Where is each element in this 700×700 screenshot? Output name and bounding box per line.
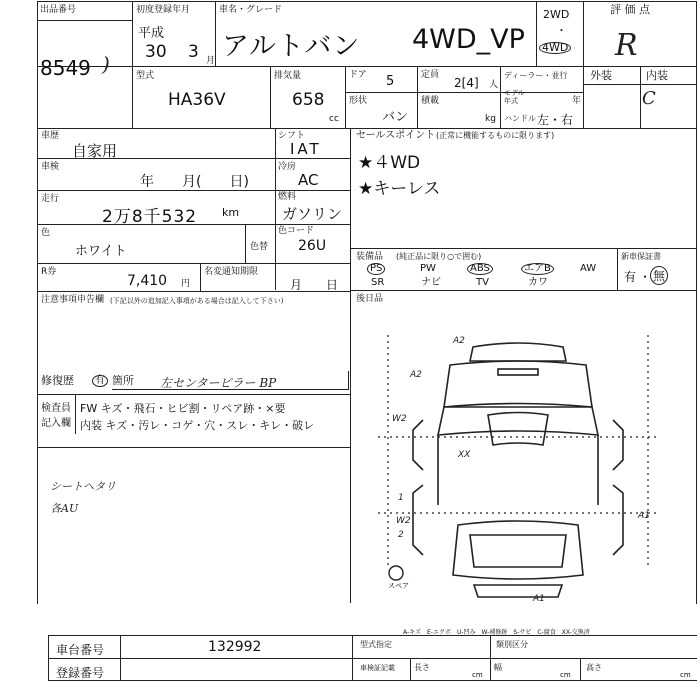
ac-label: 冷房 (278, 162, 297, 172)
inspection-label: 車検 (41, 162, 60, 172)
damage-mark: A1 (533, 594, 545, 604)
drive-4wd-circled: 4WD (539, 42, 571, 54)
drive-2wd: 2WD (543, 8, 570, 21)
displacement-label: 排気量 (274, 71, 302, 81)
load-unit: kg (485, 114, 496, 124)
repair-bracket (112, 371, 349, 390)
car-diagram (378, 335, 658, 605)
repair-location: 左センターピラー BP (160, 376, 277, 390)
inspection-line-1: FW キズ・飛石・ヒビ割・リペア跡・×要 (80, 402, 286, 415)
equip-abs: ABS (467, 263, 493, 275)
handwritten-note-2: 各AU (50, 502, 79, 515)
repair-location-label: 箇所 (112, 374, 134, 387)
warranty-separator: ・ (639, 270, 652, 284)
deadline: 月 日 (290, 278, 339, 292)
equip-ps: PS (367, 263, 385, 275)
exterior-label: 外装 (590, 69, 612, 82)
damage-mark: W2 (392, 414, 407, 424)
equip-navi: ナビ (421, 277, 441, 288)
repair-label: 修復歴 (41, 374, 74, 387)
warranty-label: 新車保証書 (621, 252, 661, 261)
warranty-yes: 有 (624, 270, 637, 284)
model-year-label: モデル年式 (504, 89, 525, 105)
handwritten-stroke: ) (102, 52, 110, 76)
handle: 左・右 (537, 113, 574, 127)
registration-number-label: 登録番号 (56, 666, 105, 680)
model-code: HA36V (168, 90, 226, 110)
equip-pw: PW (420, 263, 436, 274)
displacement: 658 (292, 90, 325, 110)
sales-point-hint: (正常に機能するものに限ります) (436, 131, 555, 140)
equipment-label: 装備品 (356, 252, 384, 262)
aftermarket-label: 後日品 (356, 294, 384, 304)
damage-mark: XX (458, 450, 471, 460)
color-code-label: 色コード (278, 226, 315, 236)
era: 平成 (138, 26, 165, 41)
load-label: 積載 (421, 96, 440, 106)
spare-label: スペア (388, 582, 409, 590)
color: ホワイト (75, 244, 127, 259)
equip-airbag: エアB (521, 263, 554, 275)
inspection-line-2: 内装 キズ・汚レ・コゲ・穴・スレ・キレ・破レ (80, 419, 315, 432)
handle-label: ハンドル (504, 114, 536, 123)
equipment-hint: (純正品に限り○で囲む) (396, 252, 482, 261)
model-label: 型式 (136, 71, 155, 81)
first-registration-label: 初度登録年月 (136, 5, 191, 15)
doors-label: ドア (349, 70, 367, 80)
category-label: 類別区分 (496, 640, 528, 649)
capacity-label: 定員 (421, 70, 440, 80)
type-spec-label: 型式指定 (360, 640, 392, 649)
frame-number: 132992 (208, 639, 262, 655)
damage-legend: A-キズ E-エクボ U-凹み W-補修跡 S-サビ C-腐食 XX-交換済 (403, 629, 590, 636)
history: 自家用 (72, 142, 118, 160)
recycle-fee: 7,410 (127, 273, 168, 289)
reg-year: 30 (145, 42, 167, 62)
damage-mark: W2 (396, 516, 411, 526)
score-label: 評 価 点 (610, 3, 650, 16)
equip-sr: SR (371, 277, 385, 288)
lot-number: 8549 (40, 56, 91, 80)
registration-cert-label: 車検証記載 (360, 664, 395, 672)
damage-mark: 2 (398, 530, 404, 540)
color-label: 色 (41, 228, 51, 238)
notes-label: 注意事項申告欄 (41, 295, 105, 305)
capacity-unit: 人 (489, 80, 499, 90)
deadline-label: 名変通知期限 (204, 267, 259, 277)
mileage: 2万8千532 (102, 207, 198, 227)
equip-aw: AW (580, 263, 597, 274)
body-type: バン (382, 110, 409, 125)
inspection-date: 年 月( 日) (140, 174, 249, 190)
ac: AC (298, 171, 319, 189)
frame-number-label: 車台番号 (56, 643, 105, 657)
dealer-label: ディーラー・並行 (504, 71, 568, 80)
sales-point-1: ★４WD (358, 153, 421, 173)
reg-month: 3 (188, 42, 199, 62)
mileage-unit: km (222, 206, 240, 219)
doors: 5 (386, 74, 395, 89)
height-unit: cm (680, 671, 691, 679)
lot-number-label: 出品番号 (40, 5, 77, 15)
exterior-grade: C (642, 88, 656, 109)
equip-leather: カワ (528, 277, 548, 288)
sales-point-label: セールスポイント (356, 130, 436, 141)
damage-mark: A1 (638, 511, 650, 521)
score: R (615, 28, 638, 63)
model-year-unit: 年 (572, 96, 582, 106)
width-unit: cm (560, 671, 571, 679)
handwritten-note-1: シートヘタリ (50, 480, 116, 493)
equip-tv: TV (476, 277, 489, 288)
shift: IAT (290, 140, 322, 158)
drive-separator: ・ (556, 24, 567, 37)
fuel-label: 燃料 (278, 192, 297, 202)
history-label: 車歴 (41, 131, 60, 141)
entry-label: 記入欄 (41, 418, 71, 429)
damage-mark: A2 (453, 336, 465, 346)
warranty-no-circled: 無 (650, 266, 668, 285)
length-label: 長さ (414, 663, 430, 672)
damage-mark: A2 (410, 370, 422, 380)
recycle-unit: 円 (181, 279, 191, 289)
month-unit: 月 (206, 56, 216, 66)
capacity: 2[4] (454, 76, 479, 90)
sales-point-2: ★キーレス (358, 179, 441, 199)
repair-yes-circled: 有 (92, 375, 108, 387)
color-code: 26U (298, 238, 327, 254)
height-label: 高さ (586, 663, 602, 672)
car-name: アルトバン (222, 31, 361, 62)
fuel: ガソリン (282, 205, 343, 223)
recycle-label: R券 (41, 267, 57, 277)
shift-label: シフト (278, 131, 306, 141)
width-label: 幅 (494, 663, 502, 672)
notes-hint: (下記以外の追加記入事項がある場合は記入して下さい) (110, 297, 284, 305)
grade: 4WD_VP (412, 24, 525, 55)
interior-label: 内装 (646, 69, 668, 82)
car-name-label: 車名・グレード (219, 5, 283, 15)
cc-unit: cc (329, 114, 339, 124)
body-label: 形状 (349, 96, 368, 106)
length-unit: cm (472, 671, 483, 679)
damage-mark: 1 (398, 493, 404, 503)
color-change-label: 色替 (250, 242, 269, 252)
mileage-label: 走行 (41, 194, 60, 204)
inspector-label: 検査員 (41, 403, 71, 414)
